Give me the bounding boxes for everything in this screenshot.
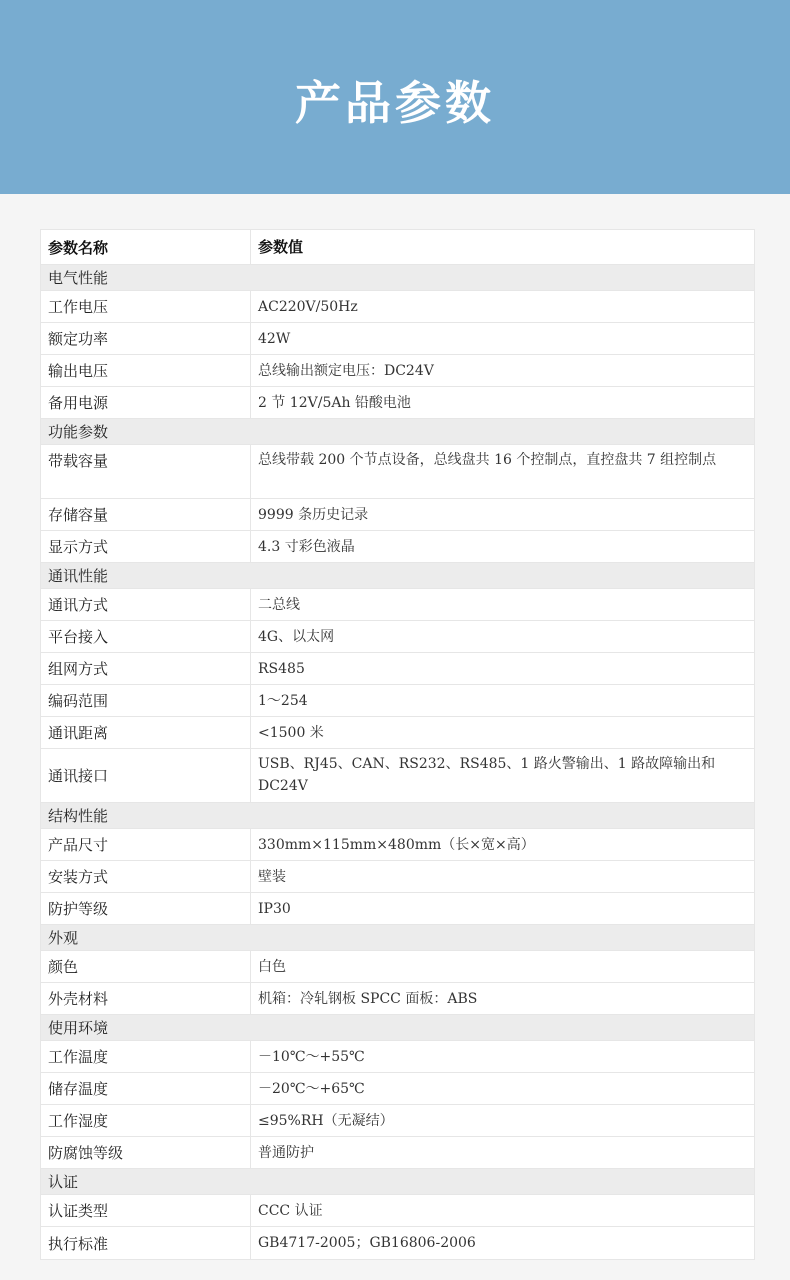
param-name: 备用电源 <box>41 387 251 418</box>
table-row <box>41 445 754 499</box>
table-row <box>41 1227 754 1259</box>
param-name: 安装方式 <box>41 861 251 892</box>
param-value: IP30 <box>258 900 291 917</box>
param-value: 330mm×115mm×480mm（长×宽×高） <box>258 836 535 853</box>
table-row <box>41 589 754 621</box>
table-row <box>41 499 754 531</box>
param-name: 额定功率 <box>41 323 251 354</box>
table-row <box>41 653 754 685</box>
table-row <box>41 749 754 803</box>
header-value: 参数值 <box>258 238 304 256</box>
section-title: 结构性能 <box>41 803 754 829</box>
param-value: －20℃～+65℃ <box>258 1080 365 1097</box>
param-name: 储存温度 <box>41 1073 251 1104</box>
param-name: 认证类型 <box>41 1195 251 1226</box>
table-row <box>41 323 754 355</box>
param-name: 存储容量 <box>41 499 251 530</box>
param-value: 9999 条历史记录 <box>258 506 369 523</box>
table-row <box>41 387 754 419</box>
param-name: 编码范围 <box>41 685 251 716</box>
table-row <box>41 1195 754 1227</box>
table-row <box>41 829 754 861</box>
param-name: 通讯接口 <box>41 749 251 802</box>
param-value: <1500 米 <box>258 724 324 741</box>
param-value: 壁装 <box>258 868 286 885</box>
param-value: 1～254 <box>258 692 308 709</box>
table-row <box>41 983 754 1015</box>
param-name: 工作温度 <box>41 1041 251 1072</box>
param-name: 防腐蚀等级 <box>41 1137 251 1168</box>
section-title: 认证 <box>41 1169 754 1195</box>
table-row <box>41 1105 754 1137</box>
param-value: 总线输出额定电压：DC24V <box>258 362 434 379</box>
section-title: 外观 <box>41 925 754 951</box>
table-row <box>41 1137 754 1169</box>
param-value: ≤95%RH（无凝结） <box>258 1112 394 1129</box>
section-title: 使用环境 <box>41 1015 754 1041</box>
table-row <box>41 621 754 653</box>
param-value: GB4717-2005；GB16806-2006 <box>258 1235 476 1251</box>
param-value: 4G、以太网 <box>258 628 335 645</box>
table-row <box>41 717 754 749</box>
table-row <box>41 355 754 387</box>
param-value: 42W <box>258 330 291 347</box>
param-name: 防护等级 <box>41 893 251 924</box>
table-row <box>41 1041 754 1073</box>
param-name: 通讯方式 <box>41 589 251 620</box>
table-row <box>41 951 754 983</box>
section-title: 功能参数 <box>41 419 754 445</box>
param-value: 白色 <box>258 958 286 975</box>
param-value: AC220V/50Hz <box>258 298 358 315</box>
table-row <box>41 531 754 563</box>
param-name: 输出电压 <box>41 355 251 386</box>
table-row <box>41 1073 754 1105</box>
param-name: 带载容量 <box>41 445 251 498</box>
param-value: RS485 <box>258 660 305 677</box>
section-title: 通讯性能 <box>41 563 754 589</box>
table-header <box>41 230 754 265</box>
param-name: 工作湿度 <box>41 1105 251 1136</box>
section-title: 电气性能 <box>41 265 754 291</box>
param-name: 颜色 <box>41 951 251 982</box>
param-name: 平台接入 <box>41 621 251 652</box>
param-value: CCC 认证 <box>258 1202 323 1219</box>
table-row <box>41 861 754 893</box>
table-row <box>41 893 754 925</box>
table-row <box>41 685 754 717</box>
page-title: 产品参数 <box>295 76 495 130</box>
param-name: 通讯距离 <box>41 717 251 748</box>
param-name: 工作电压 <box>41 291 251 322</box>
param-value: 普通防护 <box>258 1144 314 1161</box>
param-value: 4.3 寸彩色液晶 <box>258 538 355 555</box>
param-value: 机箱：冷轧钢板 SPCC 面板：ABS <box>258 990 478 1007</box>
param-value: 总线带载 200 个节点设备，总线盘共 16 个控制点，直控盘共 7 组控制点 <box>258 452 717 468</box>
param-value: －10℃～+55℃ <box>258 1048 365 1065</box>
table-row <box>41 291 754 323</box>
param-name: 外壳材料 <box>41 983 251 1014</box>
param-value: USB、RJ45、CAN、RS232、RS485、1 路火警输出、1 路故障输出和 DC24V <box>258 756 716 794</box>
param-name: 执行标准 <box>41 1227 251 1259</box>
param-name: 组网方式 <box>41 653 251 684</box>
param-value: 2 节 12V/5Ah 铅酸电池 <box>258 394 411 411</box>
param-value: 二总线 <box>258 596 300 613</box>
header-name: 参数名称 <box>41 230 251 264</box>
parameter-table <box>40 229 755 1260</box>
banner <box>0 0 790 194</box>
param-name: 产品尺寸 <box>41 829 251 860</box>
param-name: 显示方式 <box>41 531 251 562</box>
